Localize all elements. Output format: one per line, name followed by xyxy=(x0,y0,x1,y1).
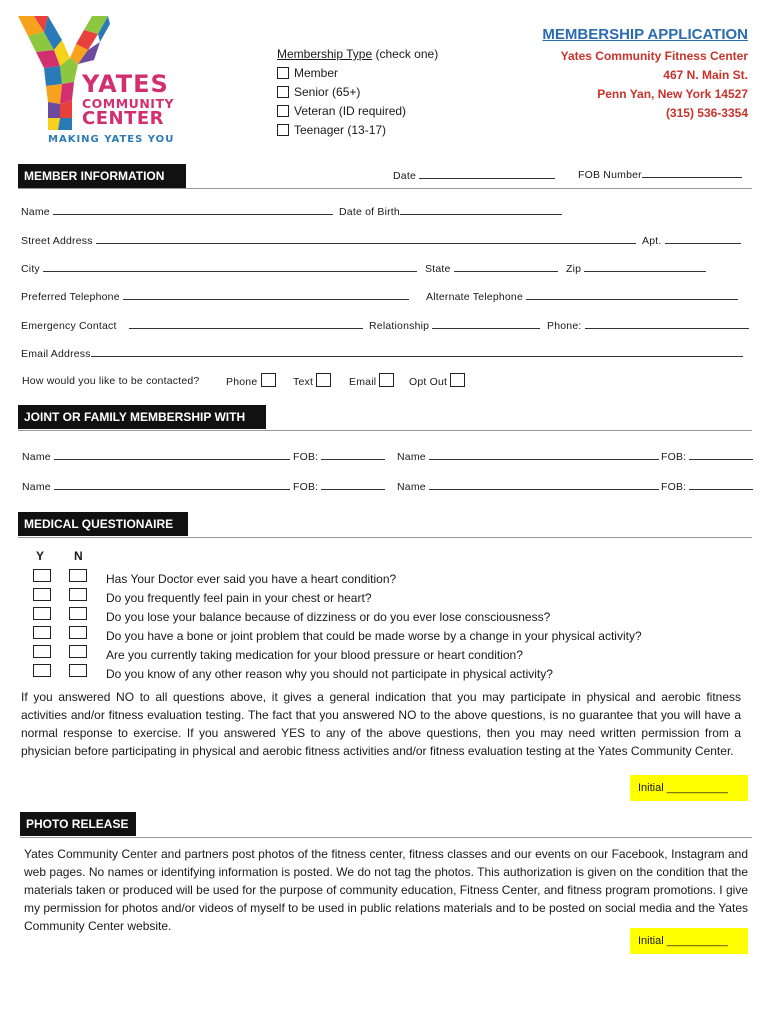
medical-yes-checkbox-2[interactable] xyxy=(33,588,51,601)
org-street: 467 N. Main St. xyxy=(663,68,748,82)
medical-yes-checkbox-5[interactable] xyxy=(33,645,51,658)
page-title: MEMBERSHIP APPLICATION xyxy=(542,26,748,43)
apt-field[interactable]: Apt. xyxy=(642,233,741,247)
checkbox[interactable] xyxy=(316,373,331,387)
contact-option-phone[interactable]: Phone xyxy=(226,373,281,388)
logo-word-community: COMMUNITY xyxy=(82,96,175,111)
joint-fob-field-2[interactable]: FOB: xyxy=(661,449,753,463)
medical-question-5: Are you currently taking medication for your blood pressure or heart condition? xyxy=(106,648,523,662)
checkbox[interactable] xyxy=(277,86,289,98)
zip-field[interactable]: Zip xyxy=(566,261,706,275)
membership-option-teenager[interactable]: Teenager (13-17) xyxy=(277,123,386,137)
medical-question-4: Do you have a bone or joint problem that could be made worse by a change in your physical activity? xyxy=(106,629,642,643)
membership-type-label: Membership Type (check one) xyxy=(277,47,439,61)
contact-preference-label: How would you like to be contacted? xyxy=(22,375,200,387)
section-divider xyxy=(20,837,752,838)
section-divider xyxy=(18,430,752,431)
email-address-field[interactable]: Email Address xyxy=(21,346,743,360)
medical-no-checkbox-3[interactable] xyxy=(69,607,87,620)
date-field[interactable]: Date xyxy=(393,168,555,182)
contact-option-email[interactable]: Email xyxy=(349,373,399,388)
checkbox[interactable] xyxy=(261,373,276,387)
membership-option-veteran[interactable]: Veteran (ID required) xyxy=(277,104,406,118)
state-field[interactable]: State xyxy=(425,261,558,275)
medical-yes-checkbox-3[interactable] xyxy=(33,607,51,620)
joint-fob-field-3[interactable]: FOB: xyxy=(293,479,385,493)
medical-yes-checkbox-6[interactable] xyxy=(33,664,51,677)
checkbox[interactable] xyxy=(277,105,289,117)
preferred-telephone-field[interactable]: Preferred Telephone xyxy=(21,289,409,303)
fob-number-field[interactable]: FOB Number xyxy=(578,167,742,181)
checkbox[interactable] xyxy=(450,373,465,387)
medical-yes-checkbox-1[interactable] xyxy=(33,569,51,582)
contact-option-text[interactable]: Text xyxy=(293,373,336,388)
contact-option-opt-out[interactable]: Opt Out xyxy=(409,373,470,388)
photo-release-paragraph: Yates Community Center and partners post photos of the fitness center, fitness classes and our events on our Facebook, Instagram and web pages. No names or identifying information is posted. We do not tag the photos. This authorization is given on the condition that the materials taken or produced will be used for the purpose of community education, Fitness Center, and fitness program promotions. I give my permission for photos and/or videos of myself to be used in public relations materials and to be posted on social media and the Yates Community Center website. xyxy=(24,847,748,933)
street-address-field[interactable]: Street Address xyxy=(21,233,636,247)
membership-option-senior[interactable]: Senior (65+) xyxy=(277,85,360,99)
logo-tagline: MAKING YATES YOU xyxy=(48,134,175,145)
alternate-telephone-field[interactable]: Alternate Telephone xyxy=(426,289,738,303)
name-field[interactable]: Name xyxy=(21,204,333,218)
section-heading-photo-release: PHOTO RELEASE xyxy=(20,812,136,836)
relationship-field[interactable]: Relationship xyxy=(369,318,540,332)
medical-no-checkbox-5[interactable] xyxy=(69,645,87,658)
org-phone: (315) 536-3354 xyxy=(665,106,748,120)
section-heading-joint-membership: JOINT OR FAMILY MEMBERSHIP WITH xyxy=(18,405,266,429)
org-name: Yates Community Fitness Center xyxy=(560,49,748,63)
medical-initial-field[interactable]: Initial __________ xyxy=(630,775,748,801)
logo-word-center: CENTER xyxy=(82,108,165,129)
section-divider xyxy=(18,188,752,189)
checkbox[interactable] xyxy=(379,373,394,387)
joint-fob-field-1[interactable]: FOB: xyxy=(293,449,385,463)
yates-logo xyxy=(14,14,184,149)
section-heading-member-info: MEMBER INFORMATION xyxy=(18,164,186,188)
no-column-label: N xyxy=(74,549,83,563)
medical-disclaimer-paragraph: If you answered NO to all questions above, it gives a general indication that you may participate in physical and aerobic fitness activities and/or fitness evaluation testing. The fact that you answered NO to the above questions, is no guarantee that you will have a normal response to exercise. If you answered YES to any of the above questions, then you may need written permission from a physician before participating in physical and aerobic fitness activities and/or fitness evaluation testing at the Yates Community Center. xyxy=(21,690,741,758)
emergency-contact-field[interactable]: Emergency Contact xyxy=(21,318,363,332)
medical-question-6: Do you know of any other reason why you should not participate in physical activity? xyxy=(106,667,553,681)
joint-name-field-2[interactable]: Name xyxy=(397,449,659,463)
joint-fob-field-4[interactable]: FOB: xyxy=(661,479,753,493)
medical-question-1: Has Your Doctor ever said you have a heart condition? xyxy=(106,572,397,586)
medical-question-3: Do you lose your balance because of dizziness or do you ever lose consciousness? xyxy=(106,610,551,624)
medical-question-2: Do you frequently feel pain in your chest or heart? xyxy=(106,591,372,605)
checkbox[interactable] xyxy=(277,67,289,79)
medical-no-checkbox-1[interactable] xyxy=(69,569,87,582)
emergency-phone-field[interactable]: Phone: xyxy=(547,318,749,332)
section-heading-medical: MEDICAL QUESTIONAIRE xyxy=(18,512,188,536)
joint-name-field-1[interactable]: Name xyxy=(22,449,290,463)
joint-name-field-3[interactable]: Name xyxy=(22,479,290,493)
org-city: Penn Yan, New York 14527 xyxy=(597,87,748,101)
city-field[interactable]: City xyxy=(21,261,417,275)
dob-field[interactable]: Date of Birth xyxy=(339,204,562,218)
medical-no-checkbox-6[interactable] xyxy=(69,664,87,677)
section-divider xyxy=(18,537,752,538)
joint-name-field-4[interactable]: Name xyxy=(397,479,659,493)
logo-word-yates: YATES xyxy=(82,70,169,98)
photo-initial-field[interactable]: Initial __________ xyxy=(630,928,748,954)
membership-option-member[interactable]: Member xyxy=(277,66,338,80)
medical-no-checkbox-2[interactable] xyxy=(69,588,87,601)
medical-yes-checkbox-4[interactable] xyxy=(33,626,51,639)
checkbox[interactable] xyxy=(277,124,289,136)
yes-column-label: Y xyxy=(36,549,45,563)
medical-no-checkbox-4[interactable] xyxy=(69,626,87,639)
